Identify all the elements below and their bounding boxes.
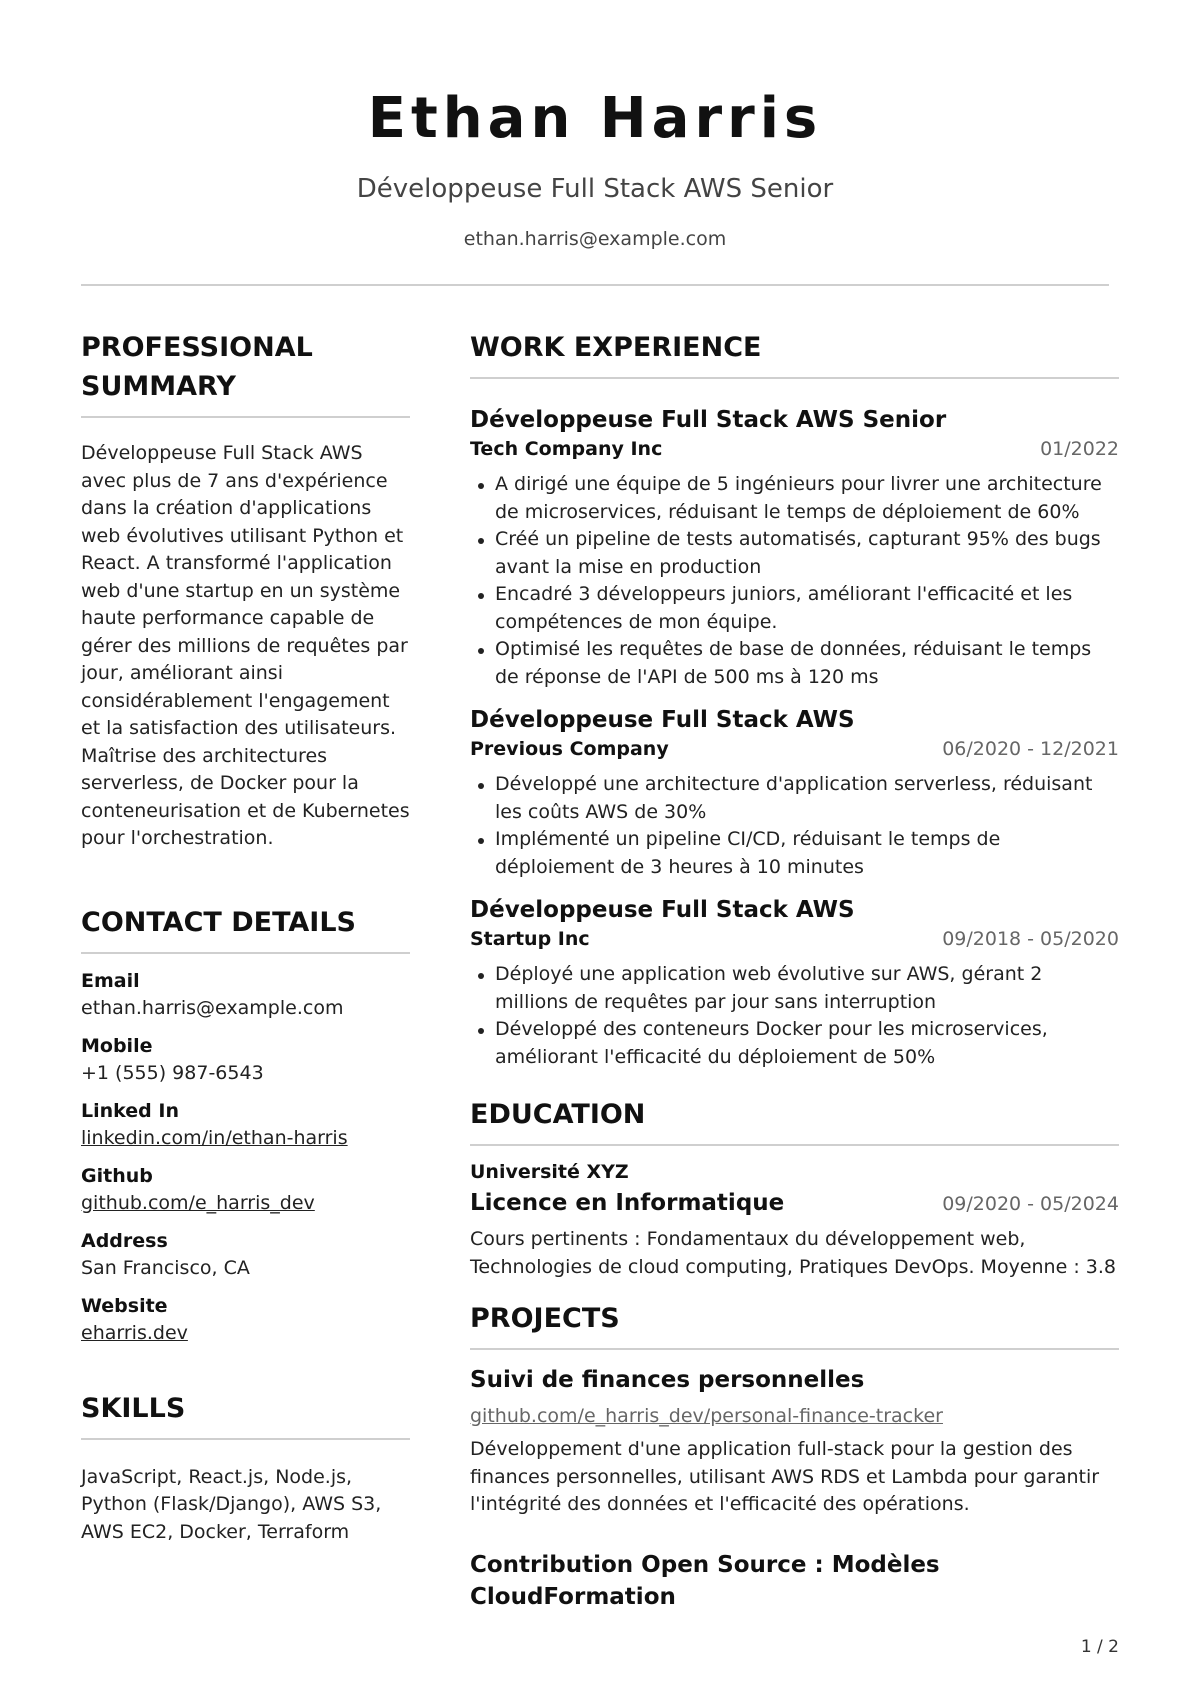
left-column	[81, 328, 410, 1546]
bullet-item	[470, 636, 1119, 691]
candidate-name: Ethan Harris	[367, 86, 823, 151]
contact-label-address: Address	[81, 1229, 168, 1252]
bullet-icon	[478, 838, 484, 844]
job-title: Développeuse Full Stack AWS	[470, 707, 855, 733]
contact-email[interactable]: ethan.harris@example.com	[81, 996, 344, 1019]
school-name: Université XYZ	[470, 1161, 629, 1183]
job-title: Développeuse Full Stack AWS Senior	[470, 407, 947, 433]
job-company: Previous Company	[470, 738, 669, 760]
section-divider	[470, 1144, 1119, 1146]
skills-text: JavaScript, React.js, Node.js, Python (Flask/Django), AWS S3, AWS EC2, Docker, Terraform	[81, 1465, 382, 1543]
project-entry	[470, 1549, 1119, 1613]
job-bullets	[470, 471, 1119, 691]
job-company: Startup Inc	[470, 928, 590, 950]
bullet-icon	[478, 538, 484, 544]
job-date: 09/2018 - 05/2020	[942, 928, 1119, 950]
education-description: Cours pertinents : Fondamentaux du développement web, Technologies de cloud computing, Pratiques DevOps. Moyenne : 3.8	[470, 1228, 1116, 1278]
bullet-item	[470, 1016, 1119, 1071]
contact-heading: CONTACT DETAILS	[81, 906, 356, 938]
header-divider	[81, 284, 1109, 286]
degree-title: Licence en Informatique	[470, 1190, 785, 1216]
bullet-item	[470, 471, 1119, 526]
bullet-item	[470, 771, 1119, 826]
job-title: Développeuse Full Stack AWS	[470, 897, 855, 923]
page-number: 1 / 2	[1080, 1637, 1119, 1657]
project-title: Contribution Open Source : Modèles CloudFormation	[470, 1551, 940, 1610]
job-date: 01/2022	[1040, 438, 1119, 460]
education-section	[470, 1095, 1119, 1281]
linkedin-link[interactable]: linkedin.com/in/ethan-harris	[81, 1126, 348, 1149]
bullet-icon	[478, 483, 484, 489]
contact-label-website: Website	[81, 1294, 168, 1317]
summary-section	[81, 328, 410, 853]
bullet-item	[470, 961, 1119, 1016]
resume-header	[81, 84, 1109, 252]
contact-address: San Francisco, CA	[81, 1256, 250, 1279]
header-email: ethan.harris@example.com	[463, 228, 727, 250]
education-heading: EDUCATION	[470, 1099, 646, 1130]
skills-section	[81, 1389, 410, 1547]
education-date: 09/2020 - 05/2024	[942, 1193, 1119, 1215]
job-entry	[470, 405, 1119, 691]
bullet-text: Développé des conteneurs Docker pour les microservices, améliorant l'efficacité du déploiement de 50%	[495, 1018, 1048, 1068]
section-divider	[81, 1438, 410, 1440]
contact-label-github: Github	[81, 1164, 153, 1187]
job-company: Tech Company Inc	[470, 438, 663, 460]
contact-label-linkedin: Linked In	[81, 1099, 179, 1122]
bullet-text: Créé un pipeline de tests automatisés, capturant 95% des bugs avant la mise en production	[495, 528, 1101, 578]
section-divider	[81, 952, 410, 954]
section-divider	[470, 1348, 1119, 1350]
right-column	[470, 328, 1119, 1613]
job-bullets	[470, 771, 1119, 881]
project-entry	[470, 1364, 1119, 1519]
candidate-title: Développeuse Full Stack AWS Senior	[356, 174, 834, 204]
bullet-text: A dirigé une équipe de 5 ingénieurs pour livrer une architecture de microservices, réduisant le temps de déploiement de 60%	[495, 473, 1102, 523]
projects-section	[470, 1299, 1119, 1613]
bullet-text: Développé une architecture d'application serverless, réduisant les coûts AWS de 30%	[495, 773, 1093, 823]
job-date: 06/2020 - 12/2021	[942, 738, 1119, 760]
bullet-text: Optimisé les requêtes de base de données, réduisant le temps de réponse de l'API de 500 ms à 120 ms	[495, 638, 1092, 688]
section-divider	[470, 377, 1119, 379]
contact-mobile: +1 (555) 987-6543	[81, 1061, 264, 1084]
bullet-item	[470, 526, 1119, 581]
contact-list	[81, 968, 410, 1347]
bullet-text: Déployé une application web évolutive sur AWS, gérant 2 millions de requêtes par jour sans interruption	[495, 963, 1043, 1013]
skills-heading: SKILLS	[81, 1392, 186, 1424]
bullet-item	[470, 581, 1119, 636]
bullet-text: Implémenté un pipeline CI/CD, réduisant le temps de déploiement de 3 heures à 10 minutes	[495, 828, 1001, 878]
contact-label-email: Email	[81, 969, 140, 992]
projects-heading: PROJECTS	[470, 1303, 620, 1334]
bullet-item	[470, 826, 1119, 881]
bullet-text: Encadré 3 développeurs juniors, améliorant l'efficacité et les compétences de mon équipe.	[495, 583, 1073, 633]
bullet-icon	[478, 648, 484, 654]
project-title: Suivi de finances personnelles	[470, 1367, 865, 1393]
experience-heading: WORK EXPERIENCE	[470, 332, 762, 363]
job-entry	[470, 705, 1119, 881]
bullet-icon	[478, 973, 484, 979]
job-bullets	[470, 961, 1119, 1071]
summary-text: Développeuse Full Stack AWS avec plus de 7 ans d'expérience dans la création d'applications web évolutives utilisant Python et React. A transformé l'application web d'une startup en un système haute performance capable de gérer des millions de requêtes par jour, améliorant ainsi considérablement l'engagement et la satisfaction des utilisateurs. Maîtrise des architectures serverless, de Docker pour la conteneurisation et de Kubernetes pour l'orchestration.	[81, 442, 410, 849]
bullet-icon	[478, 1028, 484, 1034]
website-link[interactable]: eharris.dev	[81, 1321, 188, 1344]
contact-section	[81, 903, 410, 1347]
bullet-icon	[478, 593, 484, 599]
job-entry	[470, 895, 1119, 1071]
project-description: Développement d'une application full-stack pour la gestion des finances personnelles, utilisant AWS RDS et Lambda pour garantir l'intégrité des données et l'efficacité des opérations.	[470, 1438, 1100, 1515]
summary-heading: PROFESSIONAL SUMMARY	[81, 332, 313, 402]
contact-label-mobile: Mobile	[81, 1034, 153, 1057]
experience-section	[470, 328, 1119, 1071]
section-divider	[81, 416, 410, 418]
bullet-icon	[478, 783, 484, 789]
project-link[interactable]: github.com/e_harris_dev/personal-finance-tracker	[470, 1405, 943, 1427]
github-link[interactable]: github.com/e_harris_dev	[81, 1191, 315, 1214]
